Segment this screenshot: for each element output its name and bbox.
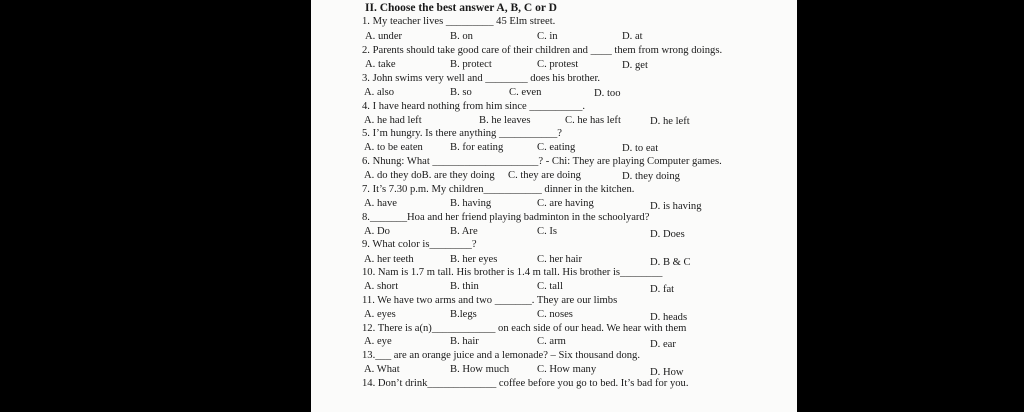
question-9: 9. What color is________? — [362, 239, 477, 250]
option-6ab: A. do they doB. are they doing — [364, 170, 495, 181]
option-9b: B. her eyes — [450, 254, 498, 265]
option-2c: C. protest — [537, 59, 579, 70]
question-7: 7. It’s 7.30 p.m. My children___________ dinner in the kitchen. — [362, 184, 635, 195]
option-1c: C. in — [537, 31, 558, 42]
option-13c: C. How many — [537, 364, 597, 375]
option-8d: D. Does — [650, 229, 685, 240]
option-8c: C. Is — [537, 226, 558, 237]
question-13: 13.___ are an orange juice and a lemonade? – Six thousand dong. — [362, 350, 641, 361]
option-8b: B. Are — [450, 226, 478, 237]
option-11a: A. eyes — [364, 309, 396, 320]
question-5: 5. I’m hungry. Is there anything ___________? — [362, 128, 562, 139]
option-13b: B. How much — [450, 364, 510, 375]
option-7b: B. having — [450, 198, 492, 209]
option-1a: A. under — [365, 31, 403, 42]
option-4b: B. he leaves — [479, 115, 531, 126]
option-2d: D. get — [622, 60, 648, 71]
option-3b: B. so — [450, 87, 472, 98]
option-9d: D. B & C — [650, 257, 691, 268]
option-5a: A. to be eaten — [364, 142, 423, 153]
option-7d: D. is having — [650, 201, 702, 212]
option-7c: C. are having — [537, 198, 594, 209]
option-9a: A. her teeth — [364, 254, 414, 265]
option-12b: B. hair — [450, 336, 479, 347]
option-11d: D. heads — [650, 312, 688, 323]
question-11: 11. We have two arms and two _______. They are our limbs — [362, 295, 618, 306]
option-2b: B. protect — [450, 59, 492, 70]
option-3c: C. even — [509, 87, 542, 98]
option-12d: D. ear — [650, 339, 676, 350]
option-10b: B. thin — [450, 281, 479, 292]
option-1d: D. at — [622, 31, 643, 42]
option-11b: B.legs — [450, 309, 477, 320]
option-10c: C. tall — [537, 281, 563, 292]
option-11c: C. noses — [537, 309, 573, 320]
option-8a: A. Do — [364, 226, 390, 237]
question-1: 1. My teacher lives _________ 45 Elm street. — [362, 16, 556, 27]
question-12: 12. There is a(n)____________ on each side of our head. We hear with them — [362, 323, 687, 334]
option-13d: D. How — [650, 367, 684, 378]
option-4a: A. he had left — [364, 115, 422, 126]
option-5c: C. eating — [537, 142, 576, 153]
question-4: 4. I have heard nothing from him since __________. — [362, 101, 586, 112]
option-12a: A. eye — [364, 336, 392, 347]
option-4c: C. he has left — [565, 115, 621, 126]
option-13a: A. What — [364, 364, 400, 375]
option-10d: D. fat — [650, 284, 675, 295]
question-2: 2. Parents should take good care of their children and ____ them from wrong doings. — [362, 45, 723, 56]
question-6: 6. Nhung: What ____________________? - Chi: They are playing Computer games. — [362, 156, 722, 167]
option-9c: C. her hair — [537, 254, 583, 265]
question-8: 8._______Hoa and her friend playing badminton in the schoolyard? — [362, 212, 650, 223]
question-10: 10. Nam is 1.7 m tall. His brother is 1.4 m tall. His brother is________ — [362, 267, 663, 278]
option-5d: D. to eat — [622, 143, 659, 154]
option-7a: A. have — [364, 198, 397, 209]
option-4d: D. he left — [650, 116, 690, 127]
section-title: II. Choose the best answer A, B, C or D — [365, 2, 557, 14]
option-1b: B. on — [450, 31, 473, 42]
option-5b: B. for eating — [450, 142, 504, 153]
option-10a: A. short — [364, 281, 399, 292]
option-2a: A. take — [365, 59, 396, 70]
option-3d: D. too — [594, 88, 621, 99]
option-12c: C. arm — [537, 336, 566, 347]
option-6d: D. they doing — [622, 171, 680, 182]
question-14: 14. Don’t drink_____________ coffee before you go to bed. It’s bad for you. — [362, 378, 689, 389]
question-3: 3. John swims very well and ________ does his brother. — [362, 73, 601, 84]
option-6c: C. they are doing — [508, 170, 581, 181]
option-3a: A. also — [364, 87, 395, 98]
